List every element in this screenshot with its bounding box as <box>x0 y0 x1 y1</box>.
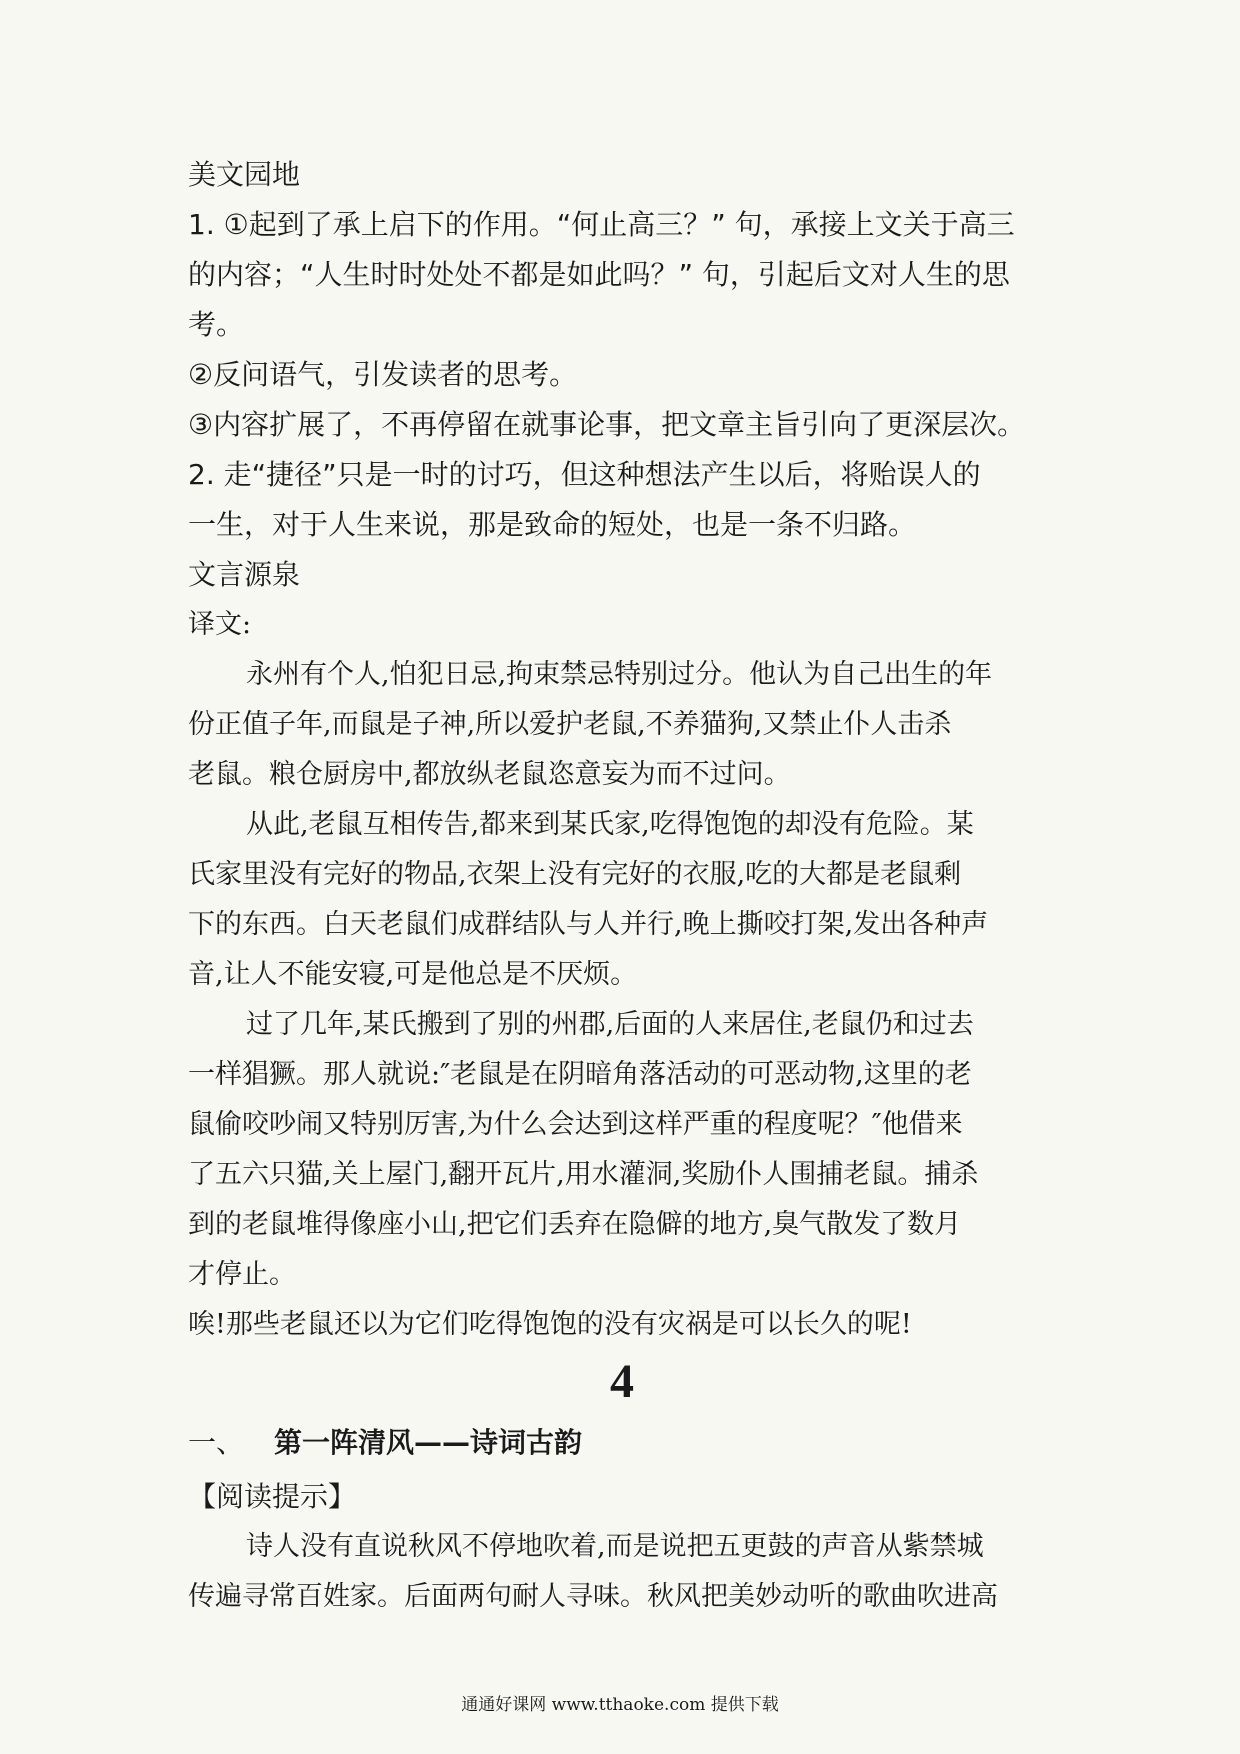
hint-line: 传遍寻常百姓家。后面两句耐人寻味。秋风把美妙动听的歌曲吹进高 <box>188 1581 998 1612</box>
answer-line: 一生，对于人生来说，那是致命的短处，也是一条不归路。 <box>188 508 917 541</box>
translation-closing: 唉!那些老鼠还以为它们吃得饱饱的没有灾祸是可以长久的呢! <box>188 1309 912 1340</box>
answer-line: 2. 走“捷径”只是一时的讨巧，但这种想法产生以后，将贻误人的 <box>188 458 981 491</box>
section-title-wenyan: 文言源泉 <box>188 558 301 591</box>
heading-number: 一、 <box>188 1426 245 1459</box>
translation-line: 一样猖獗。那人就说:″老鼠是在阴暗角落活动的可恶动物,这里的老 <box>188 1059 972 1090</box>
answer-line: ②反问语气，引发读者的思考。 <box>188 358 578 391</box>
unit-number: 4 <box>610 1355 634 1408</box>
page-footer: 通通好课网 www.tthaoke.com 提供下载 <box>461 1695 779 1715</box>
translation-line: 氏家里没有完好的物品,衣架上没有完好的衣服,吃的大都是老鼠剩 <box>188 859 962 890</box>
translation-label: 译文: <box>188 609 252 640</box>
translation-line: 下的东西。白天老鼠们成群结队与人并行,晚上撕咬打架,发出各种声 <box>188 909 989 940</box>
section-heading <box>188 1414 1056 1472</box>
section-title-meiwen: 美文园地 <box>188 158 301 191</box>
answer-line: 1. ①起到了承上启下的作用。“何止高三？” 句，承接上文关于高三 <box>188 208 1015 241</box>
translation-line: 到的老鼠堆得像座小山,把它们丢弃在隐僻的地方,臭气散发了数月 <box>188 1209 962 1240</box>
hint-line: 诗人没有直说秋风不停地吹着,而是说把五更鼓的声音从紫禁城 <box>246 1531 984 1562</box>
reading-hint-label: 【阅读提示】 <box>188 1480 357 1513</box>
translation-line: 过了几年,某氏搬到了别的州郡,后面的人来居住,老鼠仍和过去 <box>246 1009 974 1040</box>
translation-line: 音,让人不能安寝,可是他总是不厌烦。 <box>188 959 638 990</box>
translation-line: 老鼠。粮仓厨房中,都放纵老鼠恣意妄为而不过问。 <box>188 759 791 790</box>
answer-line: 考。 <box>188 308 245 341</box>
translation-line: 从此,老鼠互相传告,都来到某氏家,吃得饱饱的却没有危险。某 <box>246 809 974 840</box>
translation-line: 才停止。 <box>188 1259 296 1290</box>
translation-line: 永州有个人,怕犯日忌,拘束禁忌特别过分。他认为自己出生的年 <box>246 659 993 690</box>
translation-line: 了五六只猫,关上屋门,翻开瓦片,用水灌洞,奖励仆人围捕老鼠。捕杀 <box>188 1159 979 1190</box>
document-page <box>188 150 1056 1622</box>
heading-title: 第一阵清风——诗词古韵 <box>274 1426 583 1459</box>
answer-line: 的内容；“人生时时处处不都是如此吗？” 句，引起后文对人生的思 <box>188 258 1010 291</box>
translation-line: 份正值子年,而鼠是子神,所以爱护老鼠,不养猫狗,又禁止仆人击杀 <box>188 709 952 740</box>
answer-line: ③内容扩展了，不再停留在就事论事，把文章主旨引向了更深层次。 <box>188 408 1026 441</box>
translation-line: 鼠偷咬吵闹又特别厉害,为什么会达到这样严重的程度呢？″他借来 <box>188 1109 963 1140</box>
